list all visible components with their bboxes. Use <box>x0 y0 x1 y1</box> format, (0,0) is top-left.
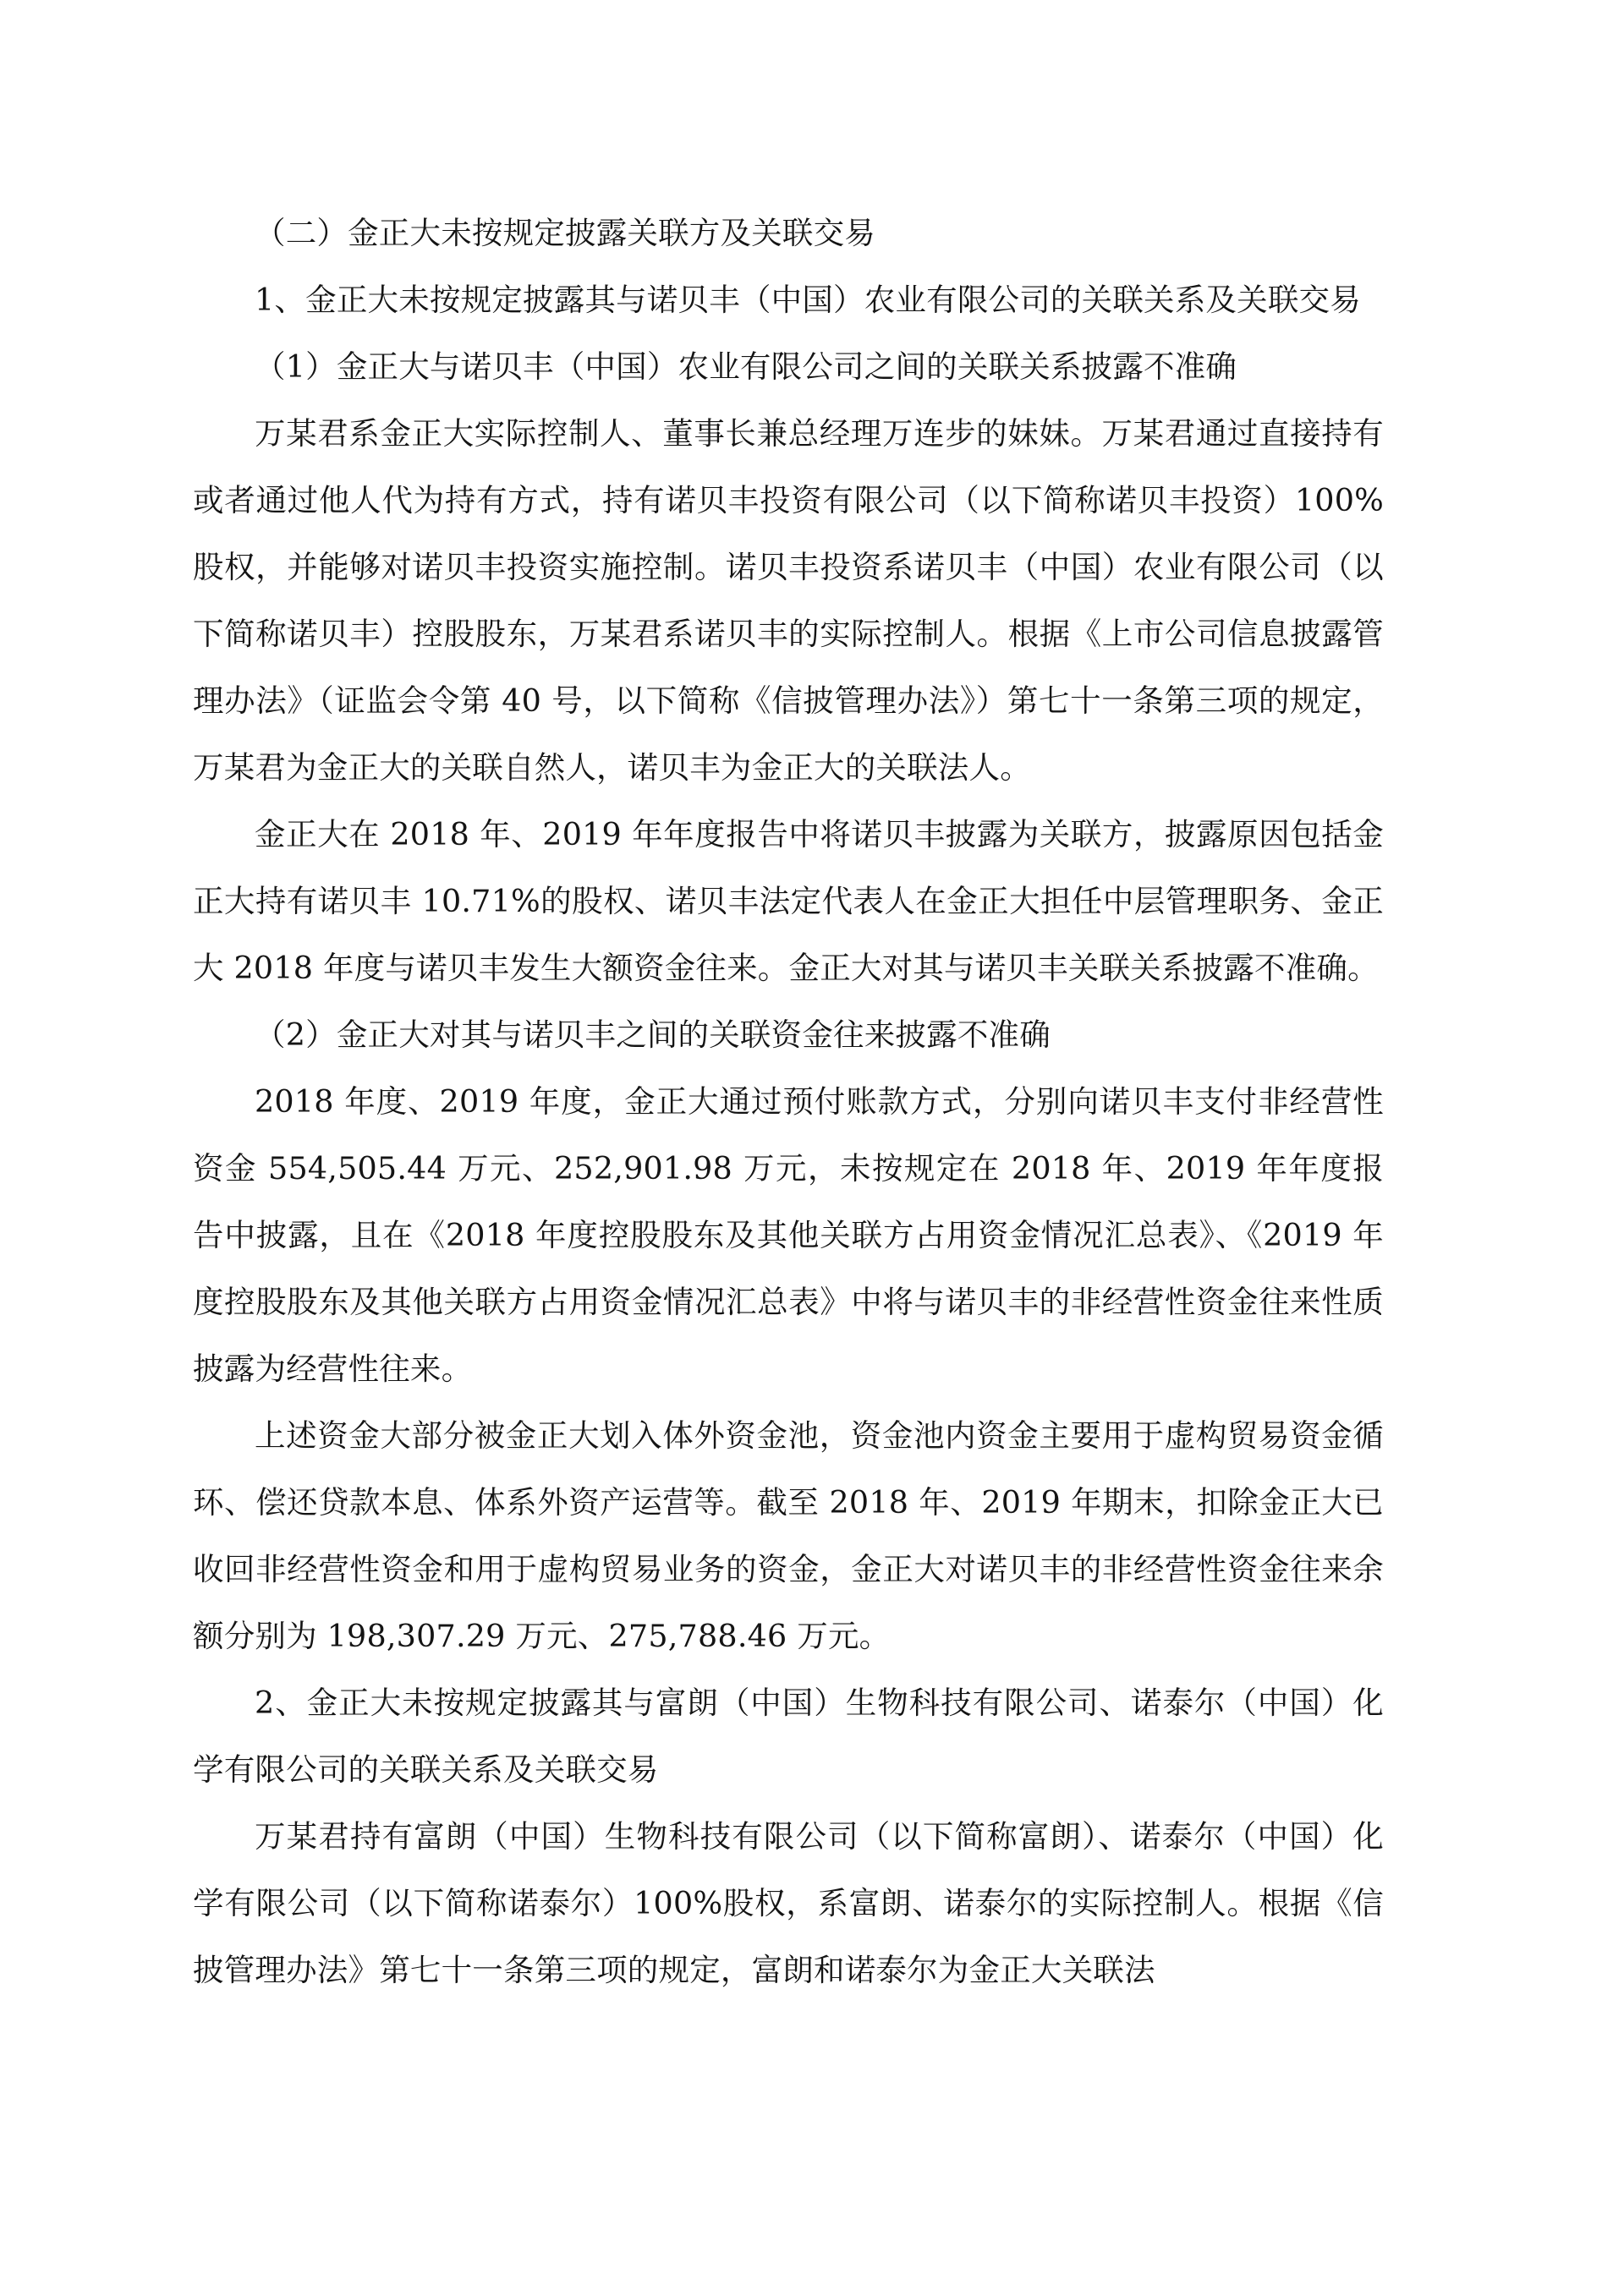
paragraph-prepayment-funds: 2018 年度、2019 年度，金正大通过预付账款方式，分别向诺贝丰支付非经营性资金 554,505.44 万元、252,901.98 万元，未按规定在 2018 年、2019 年年度报告中披露，且在《2018 年度控股股东及其他关联方占用资金情况汇总表》、《2019 年度控股股东及其他关联方占用资金情况汇总表》中将与诺贝丰的非经营性资金往来性质披露为经营性往来。 <box>193 1083 1384 1387</box>
section-heading-two: （二）金正大未按规定披露关联方及关联交易 <box>255 215 875 251</box>
subsection-item-1-1: （1）金正大与诺贝丰（中国）农业有限公司之间的关联关系披露不准确 <box>255 348 1237 385</box>
subsection-item-1: 1、金正大未按规定披露其与诺贝丰（中国）农业有限公司的关联关系及关联交易 <box>255 282 1361 318</box>
subsection-item-1-2: （2）金正大对其与诺贝丰之间的关联资金往来披露不准确 <box>255 1016 1051 1053</box>
subsection-item-2: 2、金正大未按规定披露其与富朗（中国）生物科技有限公司、诺泰尔（中国）化学有限公司的关联关系及关联交易 <box>193 1685 1384 1788</box>
paragraph-fulang-nuotaier-control: 万某君持有富朗（中国）生物科技有限公司（以下简称富朗）、诺泰尔（中国）化学有限公司（以下简称诺泰尔）100%股权，系富朗、诺泰尔的实际控制人。根据《信披管理办法》第七十一条第三项的规定，富朗和诺泰尔为金正大关联法 <box>193 1818 1384 1988</box>
paragraph-annual-report-disclosure: 金正大在 2018 年、2019 年年度报告中将诺贝丰披露为关联方，披露原因包括金正大持有诺贝丰 10.71%的股权、诺贝丰法定代表人在金正大担任中层管理职务、金正大 2018 年度与诺贝丰发生大额资金往来。金正大对其与诺贝丰关联关系披露不准确。 <box>193 816 1384 986</box>
paragraph-external-fund-pool: 上述资金大部分被金正大划入体外资金池，资金池内资金主要用于虚构贸易资金循环、偿还贷款本息、体系外资产运营等。截至 2018 年、2019 年期末，扣除金正大已收回非经营性资金和用于虚构贸易业务的资金，金正大对诺贝丰的非经营性资金往来余额分别为 198,307.29 万元、275,788.46 万元。 <box>193 1417 1384 1654</box>
document-body <box>193 200 1384 2003</box>
paragraph-wanmoujun-control: 万某君系金正大实际控制人、董事长兼总经理万连步的妹妹。万某君通过直接持有或者通过他人代为持有方式，持有诺贝丰投资有限公司（以下简称诺贝丰投资）100%股权，并能够对诺贝丰投资实施控制。诺贝丰投资系诺贝丰（中国）农业有限公司（以下简称诺贝丰）控股股东，万某君系诺贝丰的实际控制人。根据《上市公司信息披露管理办法》（证监会令第 40 号，以下简称《信披管理办法》）第七十一条第三项的规定，万某君为金正大的关联自然人，诺贝丰为金正大的关联法人。 <box>193 415 1384 786</box>
